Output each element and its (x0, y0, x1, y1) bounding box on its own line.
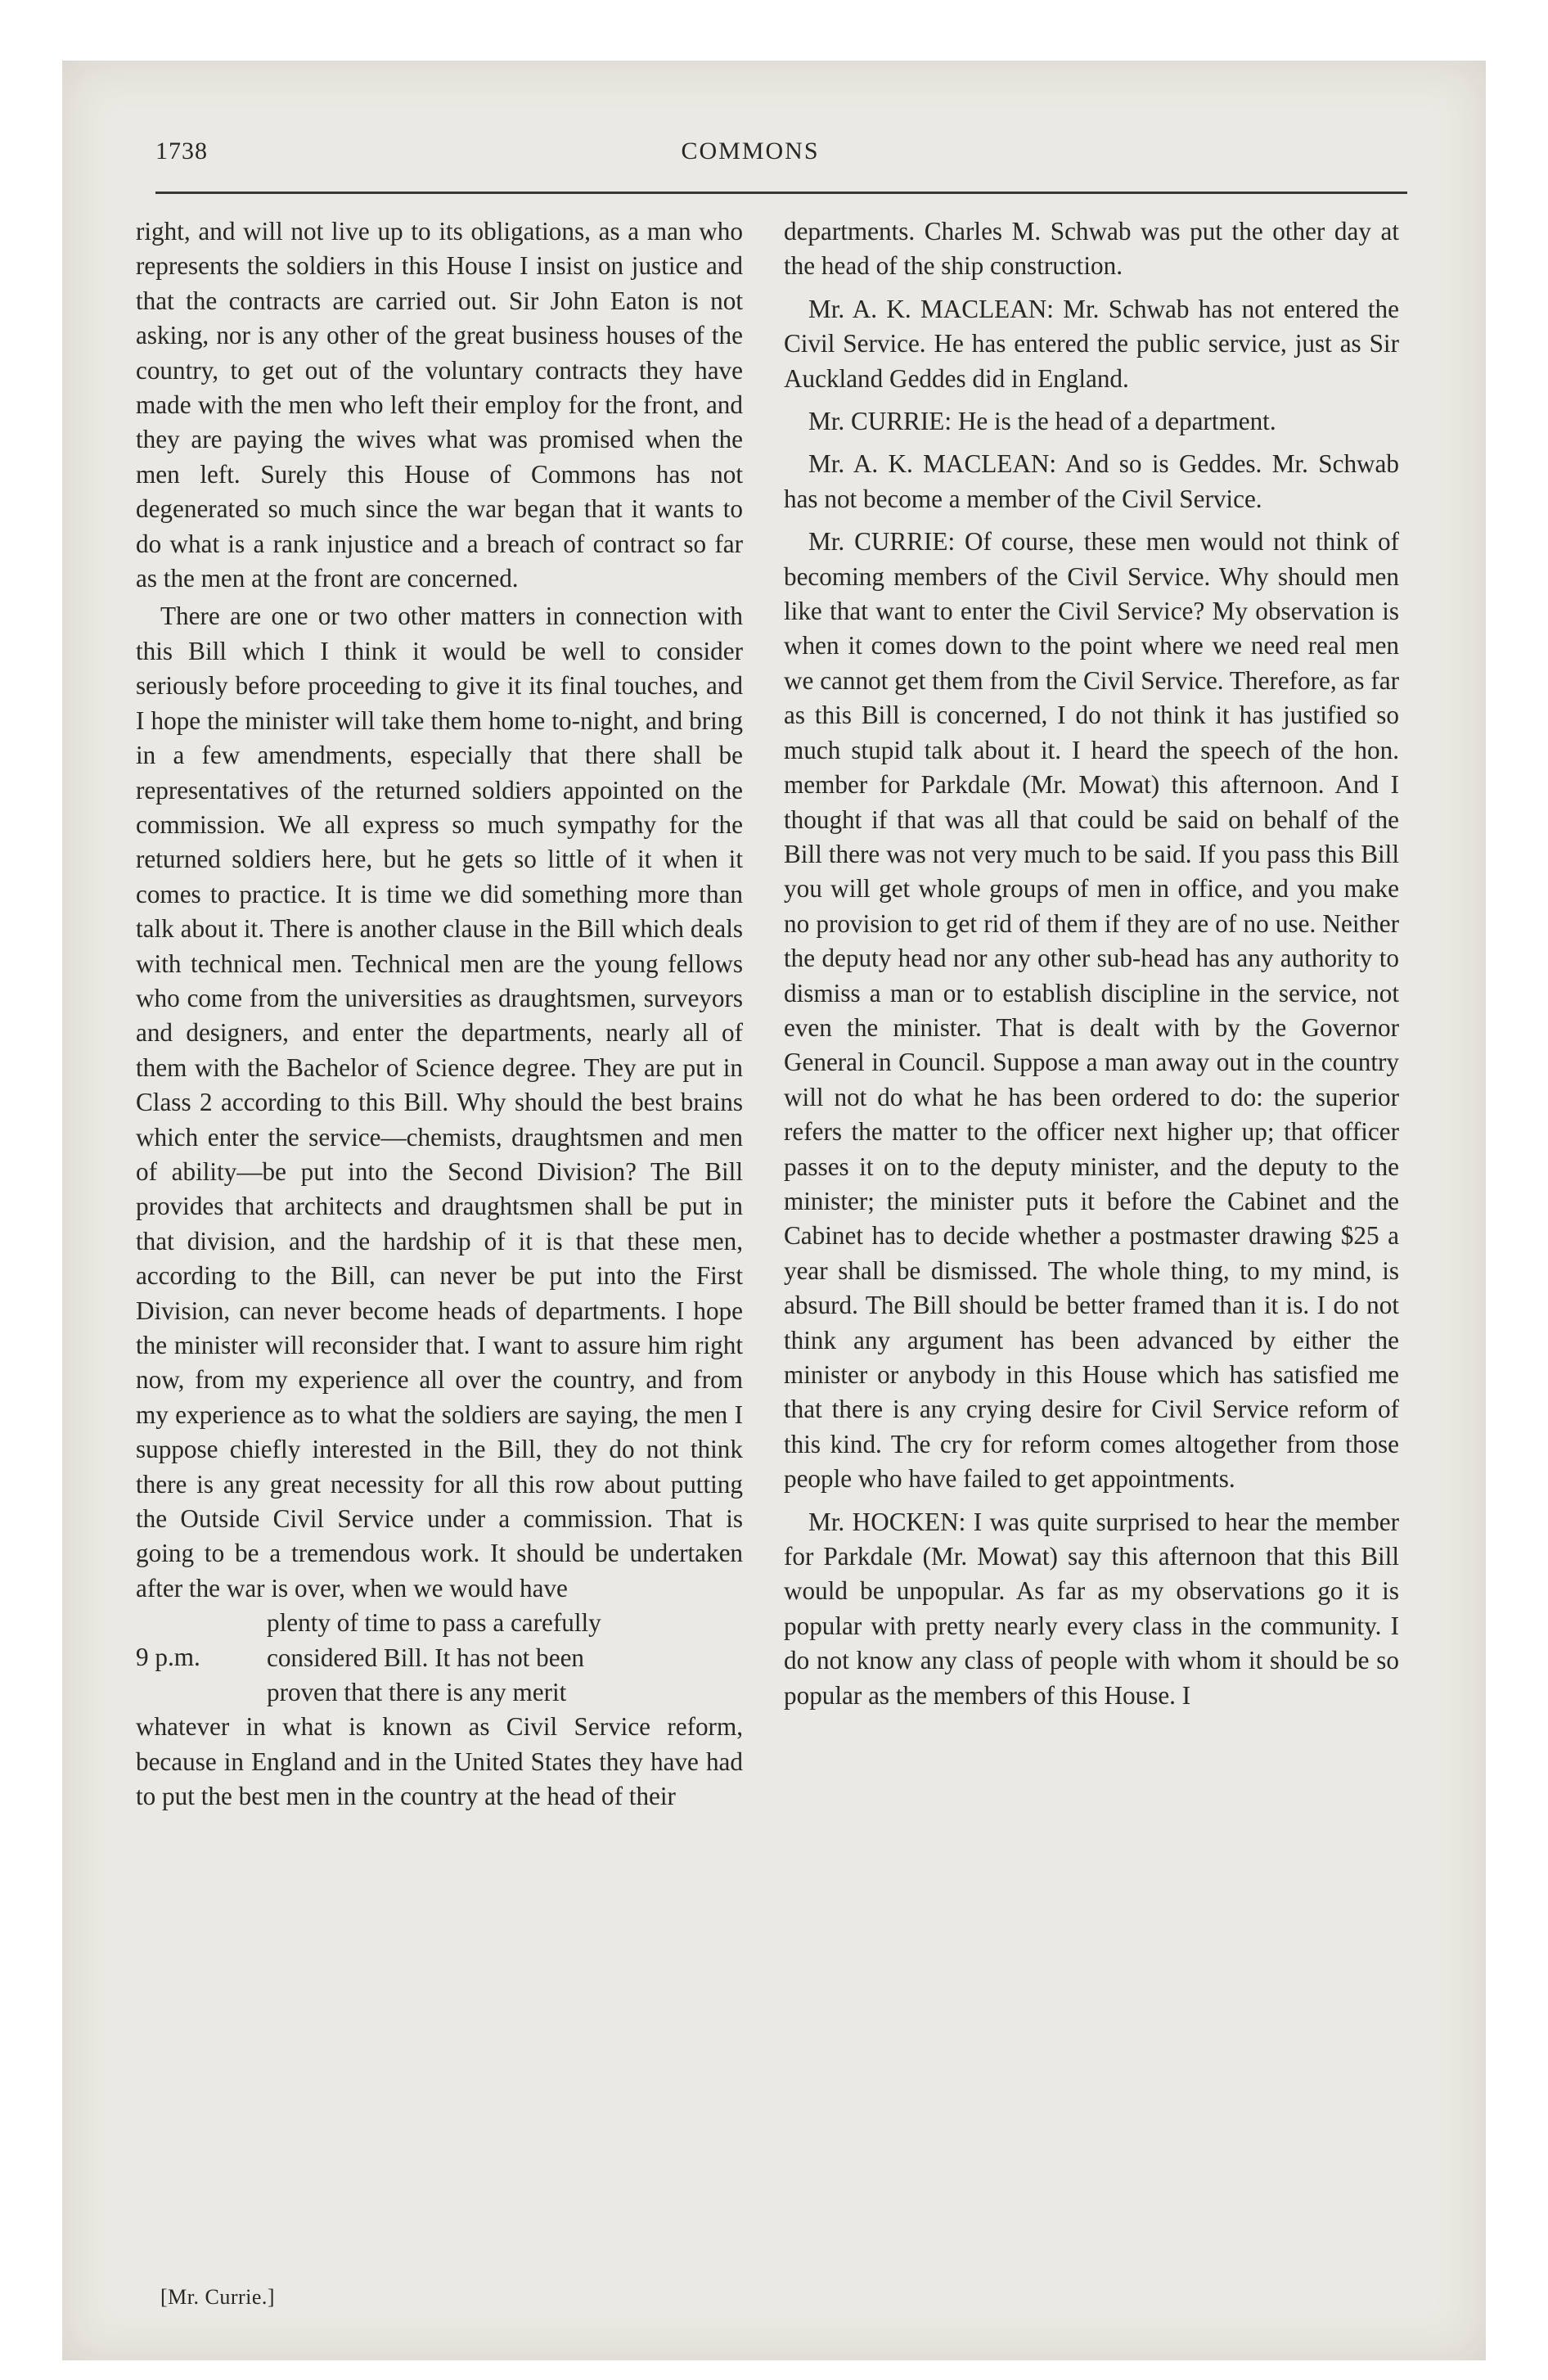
left-paragraph-1: right, and will not live up to its obligations, as a man who represents the soldiers in this House I insist on justice and that the contracts are carried out. Sir John Eaton is not asking, nor is any other of the great business houses of the country, to get out of the voluntary contracts they have made with the men who left their employ for the front, and they are paying the wives what was promised when the men left. Surely this House of Commons has not degenerated so much since the war began that it wants to do what is a rank injustice and a breach of contract so far as the men at the front are concerned. (136, 217, 743, 593)
speech-currie-1: Mr. CURRIE: He is the head of a department. (808, 407, 1276, 436)
page-number: 1738 (155, 137, 208, 165)
time-marker-lines (267, 1606, 743, 1710)
header-rule (155, 192, 1407, 194)
speech-maclean-2: Mr. A. K. MACLEAN: And so is Geddes. Mr. Schwab has not become a member of the Civil Service. (784, 449, 1399, 513)
right-column (784, 214, 1399, 1713)
running-head: COMMONS (681, 137, 820, 165)
speech-hocken: Mr. HOCKEN: I was quite surprised to hear the member for Parkdale (Mr. Mowat) say this afternoon that this Bill would be unpopular. As far as my observations go it is popular with pretty nearly every class in the community. I do not know any class of people with whom it should be so popular as the members of this House. I (784, 1507, 1399, 1710)
speech-currie-2: Mr. CURRIE: Of course, these men would not think of becoming members of the Civil Service. Why should men like that want to enter the Civil Service? My observation is when it comes down to the point where we need real men we cannot get them from the Civil Service. Therefore, as far as this Bill is concerned, I do not think it has justified so much stupid talk about it. I heard the speech of the hon. member for Parkdale (Mr. Mowat) this afternoon. And I thought if that was all that could be said on behalf of the Bill there was not very much to be said. If you pass this Bill you will get whole groups of men in office, and you make no provision to get rid of them if they are of no use. Neither the deputy head nor any other sub-head has any authority to dismiss a man or to establish discipline in the service, not even the minister. That is dealt with by the Governor General in Council. Suppose a man away out in the country will not do what he has been ordered to do: the superior refers the matter to the officer next higher up; that officer passes it on to the deputy minister, and the deputy to the minister; the minister puts it before the Cabinet and the Cabinet has to decide whether a postmaster drawing $25 a year shall be dismissed. The whole thing, to my mind, is absurd. The Bill should be better framed than it is. I do not think any argument has been advanced by either the minister or anybody in this House which has satisfied me that there is any crying desire for Civil Service reform of this kind. The cry for reform comes altogether from those people who have failed to get appointments. (784, 527, 1399, 1494)
page-header (93, 137, 1407, 178)
time-line-2: considered Bill. It has not been (267, 1643, 585, 1672)
left-paragraph-3: whatever in what is known as Civil Service reform, because in England and in the United States they have had to put the best men in the country at the head of their (136, 1712, 743, 1811)
speech-maclean-1: Mr. A. K. MACLEAN: Mr. Schwab has not entered the Civil Service. He has entered the public service, just as Sir Auckland Geddes did in England. (784, 294, 1399, 393)
time-marker: 9 p.m. (136, 1643, 200, 1672)
time-line-3: proven that there is any merit (267, 1678, 567, 1707)
time-marker-block (136, 1606, 743, 1710)
left-column (136, 214, 743, 1814)
speaker-footer-tag: [Mr. Currie.] (160, 2285, 276, 2309)
time-line-1: plenty of time to pass a carefully (267, 1608, 601, 1638)
right-paragraph-1: departments. Charles M. Schwab was put the other day at the head of the ship construction. (784, 217, 1399, 281)
left-paragraph-2: There are one or two other matters in connection with this Bill which I think it would be well to consider seriously before proceeding to give it its final touches, and I hope the minister will take them home to-night, and bring in a few amendments, especially that there shall be representatives of the returned soldiers appointed on the commission. We all express so much sympathy for the returned soldiers here, but he gets so little of it when it comes to practice. It is time we did something more than talk about it. There is another clause in the Bill which deals with technical men. Technical men are the young fellows who come from the universities as draughtsmen, surveyors and designers, and enter the departments, nearly all of them with the Bachelor of Science degree. They are put in Class 2 according to this Bill. Why should the best brains which enter the service—chemists, draughtsmen and men of ability—be put into the Second Division? The Bill provides that architects and draughtsmen shall be put in that division, and the hardship of it is that these men, according to the Bill, can never be put into the First Division, can never become heads of departments. I hope the minister will reconsider that. I want to assure him right now, from my experience all over the country, and from my experience as to what the soldiers are saying, the men I suppose chiefly interested in the Bill, they do not think there is any great necessity for all this row about putting the Outside Civil Service under a commission. That is going to be a tremendous work. It should be undertaken after the war is over, when we would have (136, 602, 743, 1602)
